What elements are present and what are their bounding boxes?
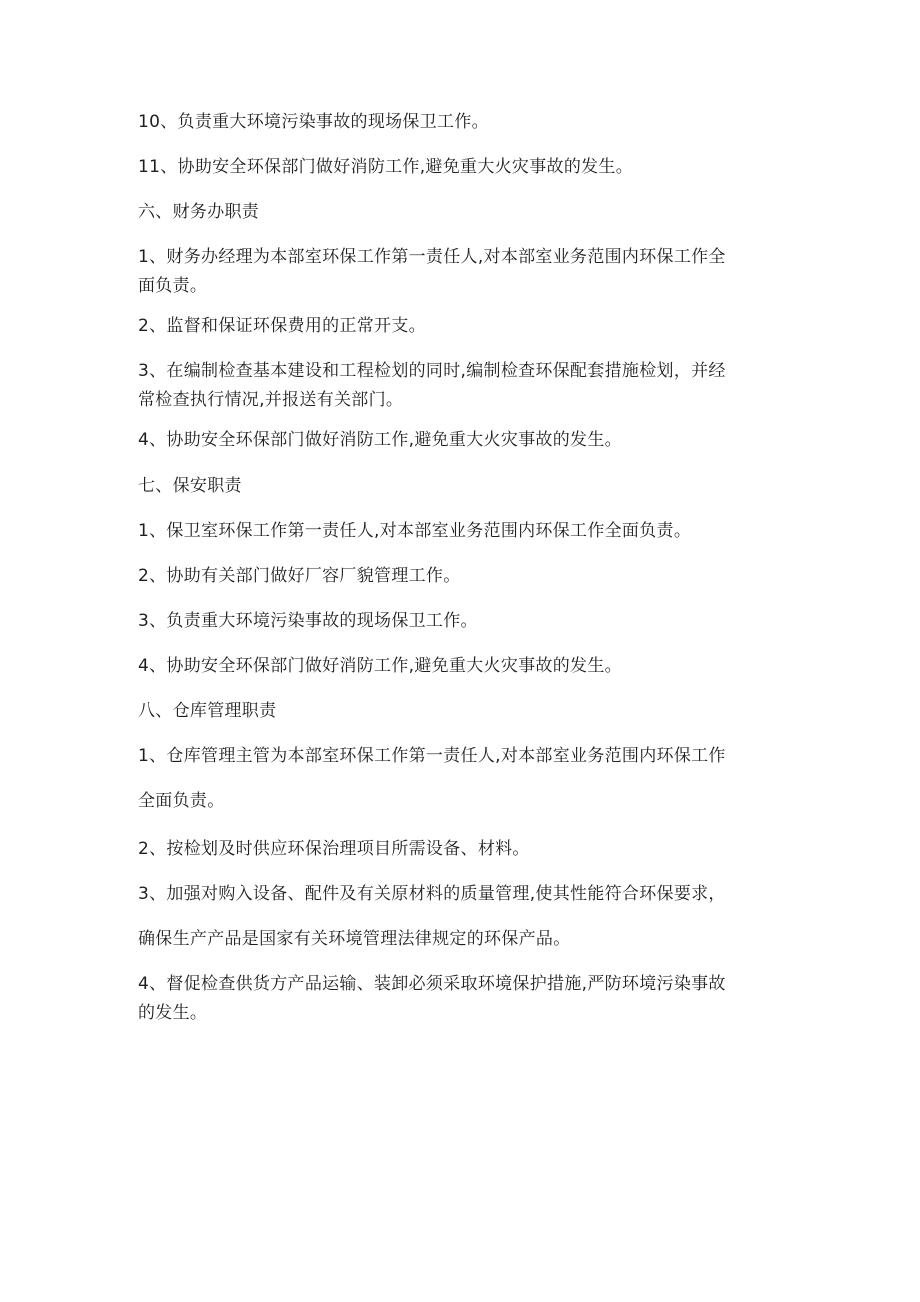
warehouse-item-3: 3、加强对购入设备、配件及有关原材料的质量管理,使其性能符合环保要求， <box>138 884 726 904</box>
paragraph-item-11-fire: 11、协助安全环保部门做好消防工作,避免重大火灾事故的发生。 <box>138 157 634 177</box>
finance-item-3: 3、在编制检查基本建设和工程检划的同时,编制检查环保配套措施检划，并经 常检查执行情况,并报送有关部门。 <box>138 361 726 410</box>
finance-item-2: 2、监督和保证环保费用的正常开支。 <box>138 316 426 336</box>
security-item-3: 3、负责重大环境污染事故的现场保卫工作。 <box>138 611 478 631</box>
warehouse-item-1: 1、仓库管理主管为本部室环保工作第一责任人,对本部室业务范围内环保工作 <box>138 746 726 766</box>
security-item-4: 4、协助安全环保部门做好消防工作,避免重大火灾事故的发生。 <box>138 656 622 676</box>
warehouse-item-4: 4、督促检查供货方产品运输、装卸必须采取环境保护措施,严防环境污染事故 的发生。 <box>138 974 726 1023</box>
paragraph-item-10-security: 10、负责重大环境污染事故的现场保卫工作。 <box>138 112 489 132</box>
security-item-2: 2、协助有关部门做好厂容厂貌管理工作。 <box>138 566 461 586</box>
security-item-1: 1、保卫室环保工作第一责任人,对本部室业务范围内环保工作全面负责。 <box>138 521 692 541</box>
warehouse-item-2: 2、按检划及时供应环保治理项目所需设备、材料。 <box>138 839 530 859</box>
finance-item-4: 4、协助安全环保部门做好消防工作,避免重大火灾事故的发生。 <box>138 430 622 450</box>
warehouse-item-1-continued: 全面负责。 <box>138 791 225 811</box>
section-heading-finance: 六、财务办职责 <box>138 202 260 222</box>
section-heading-security: 七、保安职责 <box>138 476 242 496</box>
section-heading-warehouse: 八、仓库管理职责 <box>138 701 277 721</box>
finance-item-1: 1、财务办经理为本部室环保工作第一责任人,对本部室业务范围内环保工作全 面负责。 <box>138 247 726 296</box>
warehouse-item-3-continued: 确保生产产品是国家有关环境管理法律规定的环保产品。 <box>138 929 571 949</box>
